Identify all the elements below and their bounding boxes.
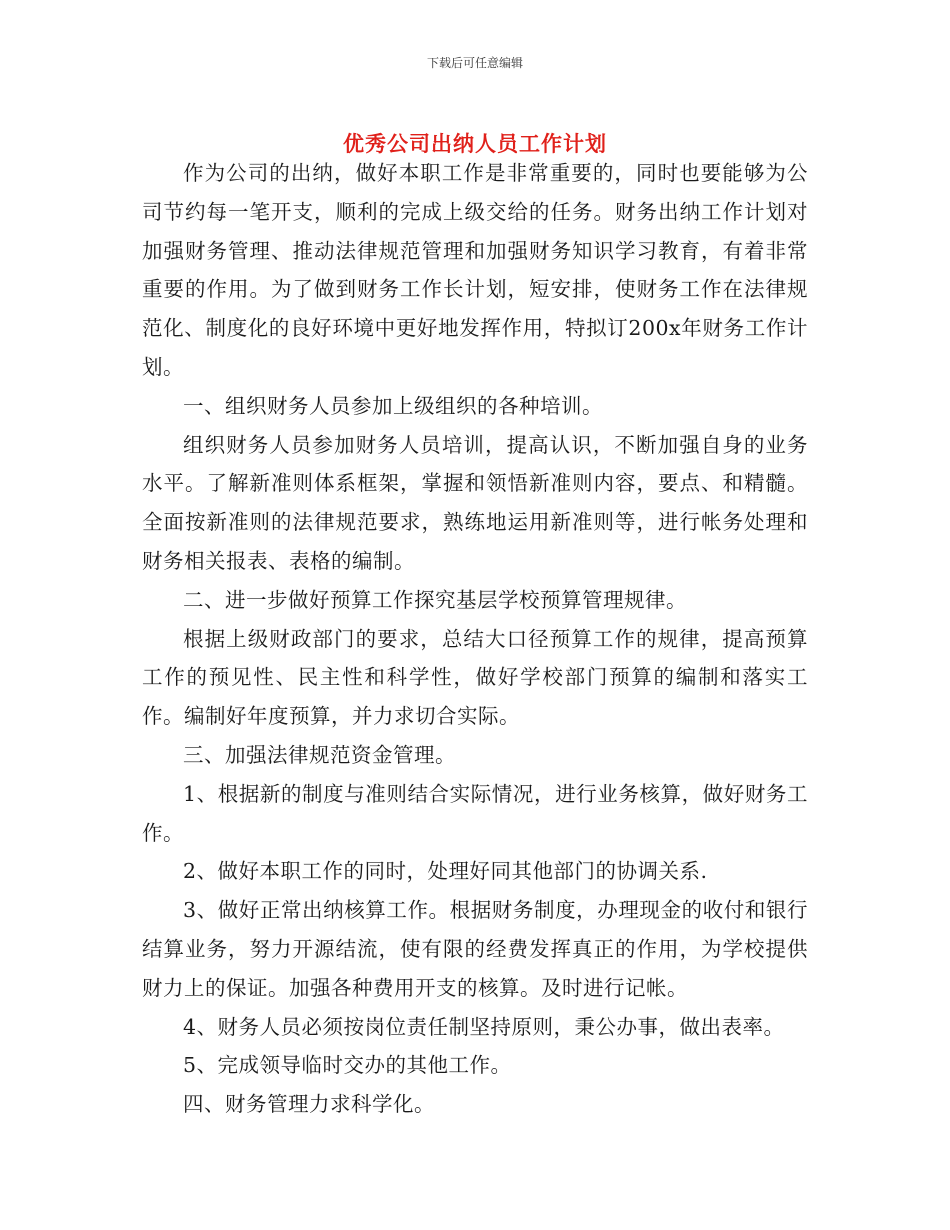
- document-title: 优秀公司出纳人员工作计划: [343, 132, 607, 157]
- section-heading-1: 一、组织财务人员参加上级组织的各种培训。: [183, 393, 603, 418]
- list-item-2: 2、做好本职工作的同时，处理好同其他部门的协调关系.: [183, 859, 708, 884]
- section-heading-2: 二、进一步做好预算工作探究基层学校预算管理规律。: [183, 587, 687, 612]
- document-body: [142, 154, 808, 1124]
- list-item-1: 1、根据新的制度与准则结合实际情况，进行业务核算，做好财务工作。: [142, 781, 808, 845]
- list-item-4: 4、财务人员必须按岗位责任制坚持原则，秉公办事，做出表率。: [183, 1014, 785, 1039]
- header-note: 下载后可任意编辑: [426, 56, 523, 70]
- list-item-5: 5、完成领导临时交办的其他工作。: [183, 1053, 512, 1078]
- paragraph-intro: 作为公司的出纳，做好本职工作是非常重要的，同时也要能够为公司节约每一笔开支，顺利的完成上级交给的任务。财务出纳工作计划对加强财务管理、推动法律规范管理和加强财务知识学习教育，有着非常重要的作用。为了做到财务工作长计划，短安排，使财务工作在法律规范化、制度化的良好环境中更好地发挥作用，特拟订200x年财务工作计划。: [142, 161, 808, 379]
- paragraph-training: 组织财务人员参加财务人员培训，提高认识，不断加强自身的业务水平。了解新准则体系框架，掌握和领悟新准则内容，要点、和精髓。全面按新准则的法律规范要求，熟练地运用新准则等，进行帐务处理和财务相关报表、表格的编制。: [142, 432, 808, 573]
- section-heading-3: 三、加强法律规范资金管理。: [183, 742, 456, 767]
- section-heading-4: 四、财务管理力求科学化。: [183, 1092, 435, 1117]
- paragraph-budget: 根据上级财政部门的要求，总结大口径预算工作的规律，提高预算工作的预见性、民主性和科学性，做好学校部门预算的编制和落实工作。编制好年度预算，并力求切合实际。: [142, 626, 808, 729]
- list-item-3: 3、做好正常出纳核算工作。根据财务制度，办理现金的收付和银行结算业务，努力开源结流，使有限的经费发挥真正的作用，为学校提供财力上的保证。加强各种费用开支的核算。及时进行记帐。: [142, 898, 808, 1000]
